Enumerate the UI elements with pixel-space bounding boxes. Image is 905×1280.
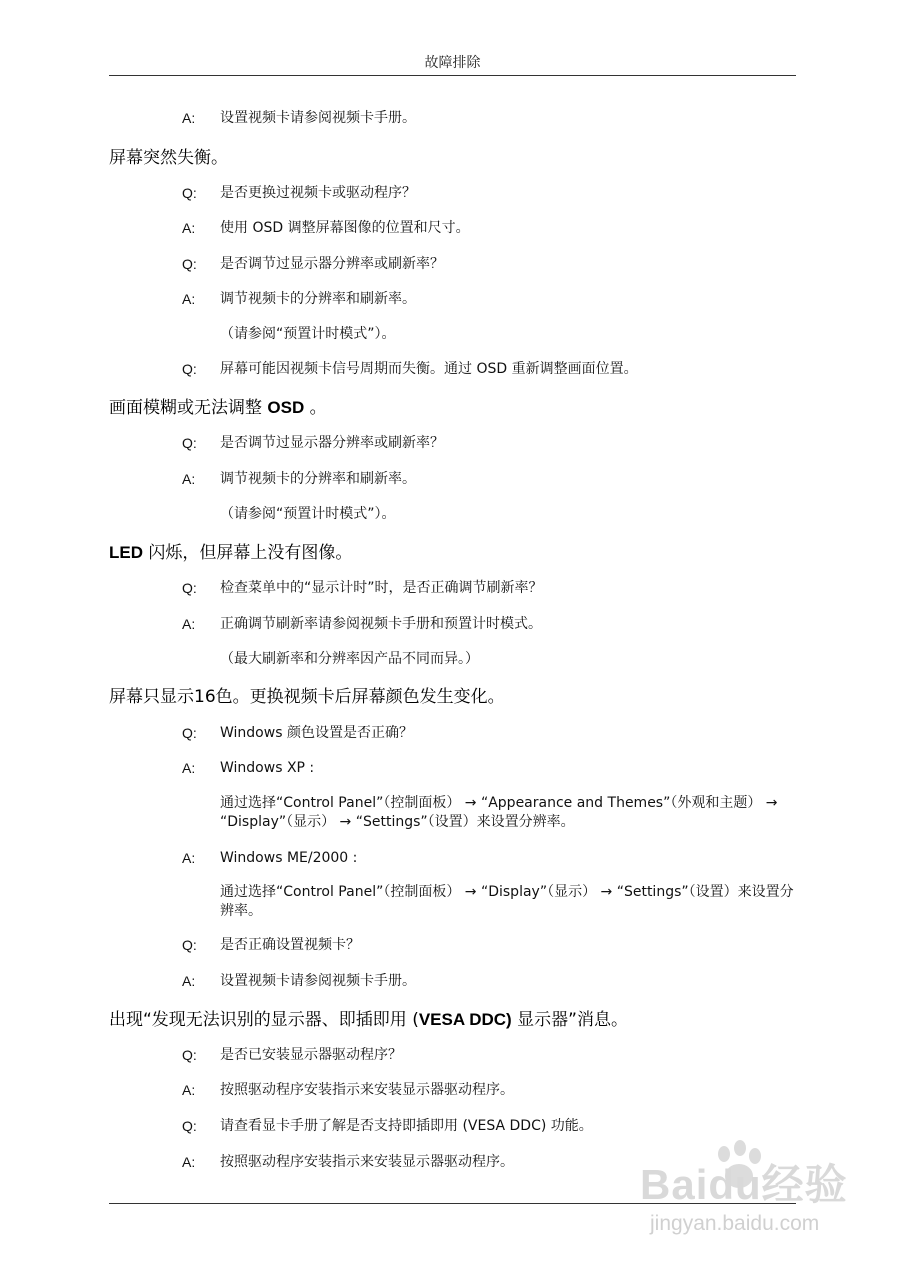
qa-tag: Q: <box>182 1118 197 1134</box>
qa-text: 调节视频卡的分辨率和刷新率。 <box>220 471 416 487</box>
heading-text: 闪烁，但屏幕上没有图像。 <box>143 543 353 563</box>
heading-bold-text: LED <box>109 543 143 562</box>
answer-row <box>182 108 797 128</box>
heading-text: 画面模糊或无法调整 <box>109 398 268 418</box>
qa-text: 按照驱动程序安装指示来安装显示器驱动程序。 <box>220 1082 514 1098</box>
qa-text: 按照驱动程序安装指示来安装显示器驱动程序。 <box>220 1154 514 1170</box>
qa-text: Windows 颜色设置是否正确？ <box>220 725 413 741</box>
qa-tag: Q: <box>182 1047 197 1063</box>
qa-tag: Q: <box>182 435 197 451</box>
qa-tag: A: <box>182 471 196 487</box>
qa-text: 正确调节刷新率请参阅视频卡手册和预置计时模式。 <box>220 616 542 632</box>
qa-text: 调节视频卡的分辨率和刷新率。 <box>220 291 416 307</box>
answer-note: 通过选择“Control Panel”（控制面板） → “Appearance and Themes”（外观和主题） → “Display”（显示） → “Settings”（设置）来设置分辨率。 <box>220 795 778 830</box>
answer-row <box>182 758 797 778</box>
qa-tag: Q: <box>182 937 197 953</box>
heading-text: 显示器”消息。 <box>511 1010 628 1030</box>
question-row <box>182 359 797 379</box>
question-row <box>182 254 797 274</box>
section-heading <box>109 541 799 565</box>
qa-tag: Q: <box>182 361 197 377</box>
qa-tag: A: <box>182 850 196 866</box>
qa-tag: A: <box>182 973 196 989</box>
question-row <box>182 935 797 955</box>
section-heading <box>109 1008 799 1032</box>
watermark-url: jingyan.baidu.com <box>650 1212 820 1235</box>
section-heading: 屏幕只显示16色。更换视频卡后屏幕颜色发生变化。 <box>109 687 505 707</box>
qa-text: 使用 OSD 调整屏幕图像的位置和尺寸。 <box>220 220 470 236</box>
qa-tag: A: <box>182 1154 196 1170</box>
qa-text: Windows ME/2000 : <box>220 850 358 866</box>
page-header-title: 故障排除 <box>424 55 481 71</box>
question-row <box>182 1116 797 1136</box>
qa-tag: A: <box>182 220 196 236</box>
answer-note: （最大刷新率和分辨率因产品不同而异。） <box>220 651 479 667</box>
question-row <box>182 723 797 743</box>
heading-text: 出现“发现无法识别的显示器、即插即用 ( <box>109 1010 419 1030</box>
qa-text: 是否调节过显示器分辨率或刷新率？ <box>220 256 444 272</box>
section-heading: 屏幕突然失衡。 <box>109 148 228 168</box>
qa-text: 是否调节过显示器分辨率或刷新率？ <box>220 435 444 451</box>
qa-tag: Q: <box>182 580 197 596</box>
baidu-watermark <box>640 1140 900 1240</box>
answer-note: （请参阅“预置计时模式”）。 <box>220 326 396 342</box>
qa-text: Windows XP : <box>220 760 315 776</box>
watermark-brand: Baidu经验 <box>640 1161 848 1208</box>
question-row <box>182 578 797 598</box>
qa-text: 是否正确设置视频卡？ <box>220 937 360 953</box>
qa-text: 设置视频卡请参阅视频卡手册。 <box>220 110 416 126</box>
answer-row <box>182 971 797 991</box>
answer-row <box>182 289 797 309</box>
qa-text: 是否已安装显示器驱动程序？ <box>220 1047 402 1063</box>
qa-tag: Q: <box>182 725 197 741</box>
qa-tag: Q: <box>182 256 197 272</box>
section-heading <box>109 396 799 420</box>
qa-tag: A: <box>182 616 196 632</box>
qa-tag: A: <box>182 291 196 307</box>
answer-row <box>182 614 797 634</box>
qa-text: 是否更换过视频卡或驱动程序？ <box>220 185 416 201</box>
qa-text: 设置视频卡请参阅视频卡手册。 <box>220 973 416 989</box>
question-row <box>182 433 797 453</box>
qa-text: 屏幕可能因视频卡信号周期而失衡。通过 OSD 重新调整画面位置。 <box>220 361 638 377</box>
header-rule <box>109 75 796 76</box>
qa-tag: A: <box>182 1082 196 1098</box>
answer-row <box>182 848 797 868</box>
qa-tag: Q: <box>182 185 197 201</box>
qa-text: 请查看显卡手册了解是否支持即插即用 (VESA DDC) 功能。 <box>220 1118 593 1134</box>
heading-bold-text: VESA DDC) <box>418 1010 512 1029</box>
heading-bold-text: OSD <box>267 398 305 417</box>
heading-text: 。 <box>304 398 327 418</box>
answer-row <box>182 1080 797 1100</box>
qa-tag: A: <box>182 760 196 776</box>
answer-row <box>182 469 797 489</box>
answer-note: （请参阅“预置计时模式”）。 <box>220 506 396 522</box>
qa-tag: A: <box>182 110 196 126</box>
question-row <box>182 1045 797 1065</box>
qa-text: 检查菜单中的“显示计时”时，是否正确调节刷新率？ <box>220 580 543 596</box>
answer-note: 通过选择“Control Panel”（控制面板） → “Display”（显示） → “Settings”（设置）来设置分辨率。 <box>220 884 794 919</box>
answer-row <box>182 218 797 238</box>
question-row <box>182 183 797 203</box>
